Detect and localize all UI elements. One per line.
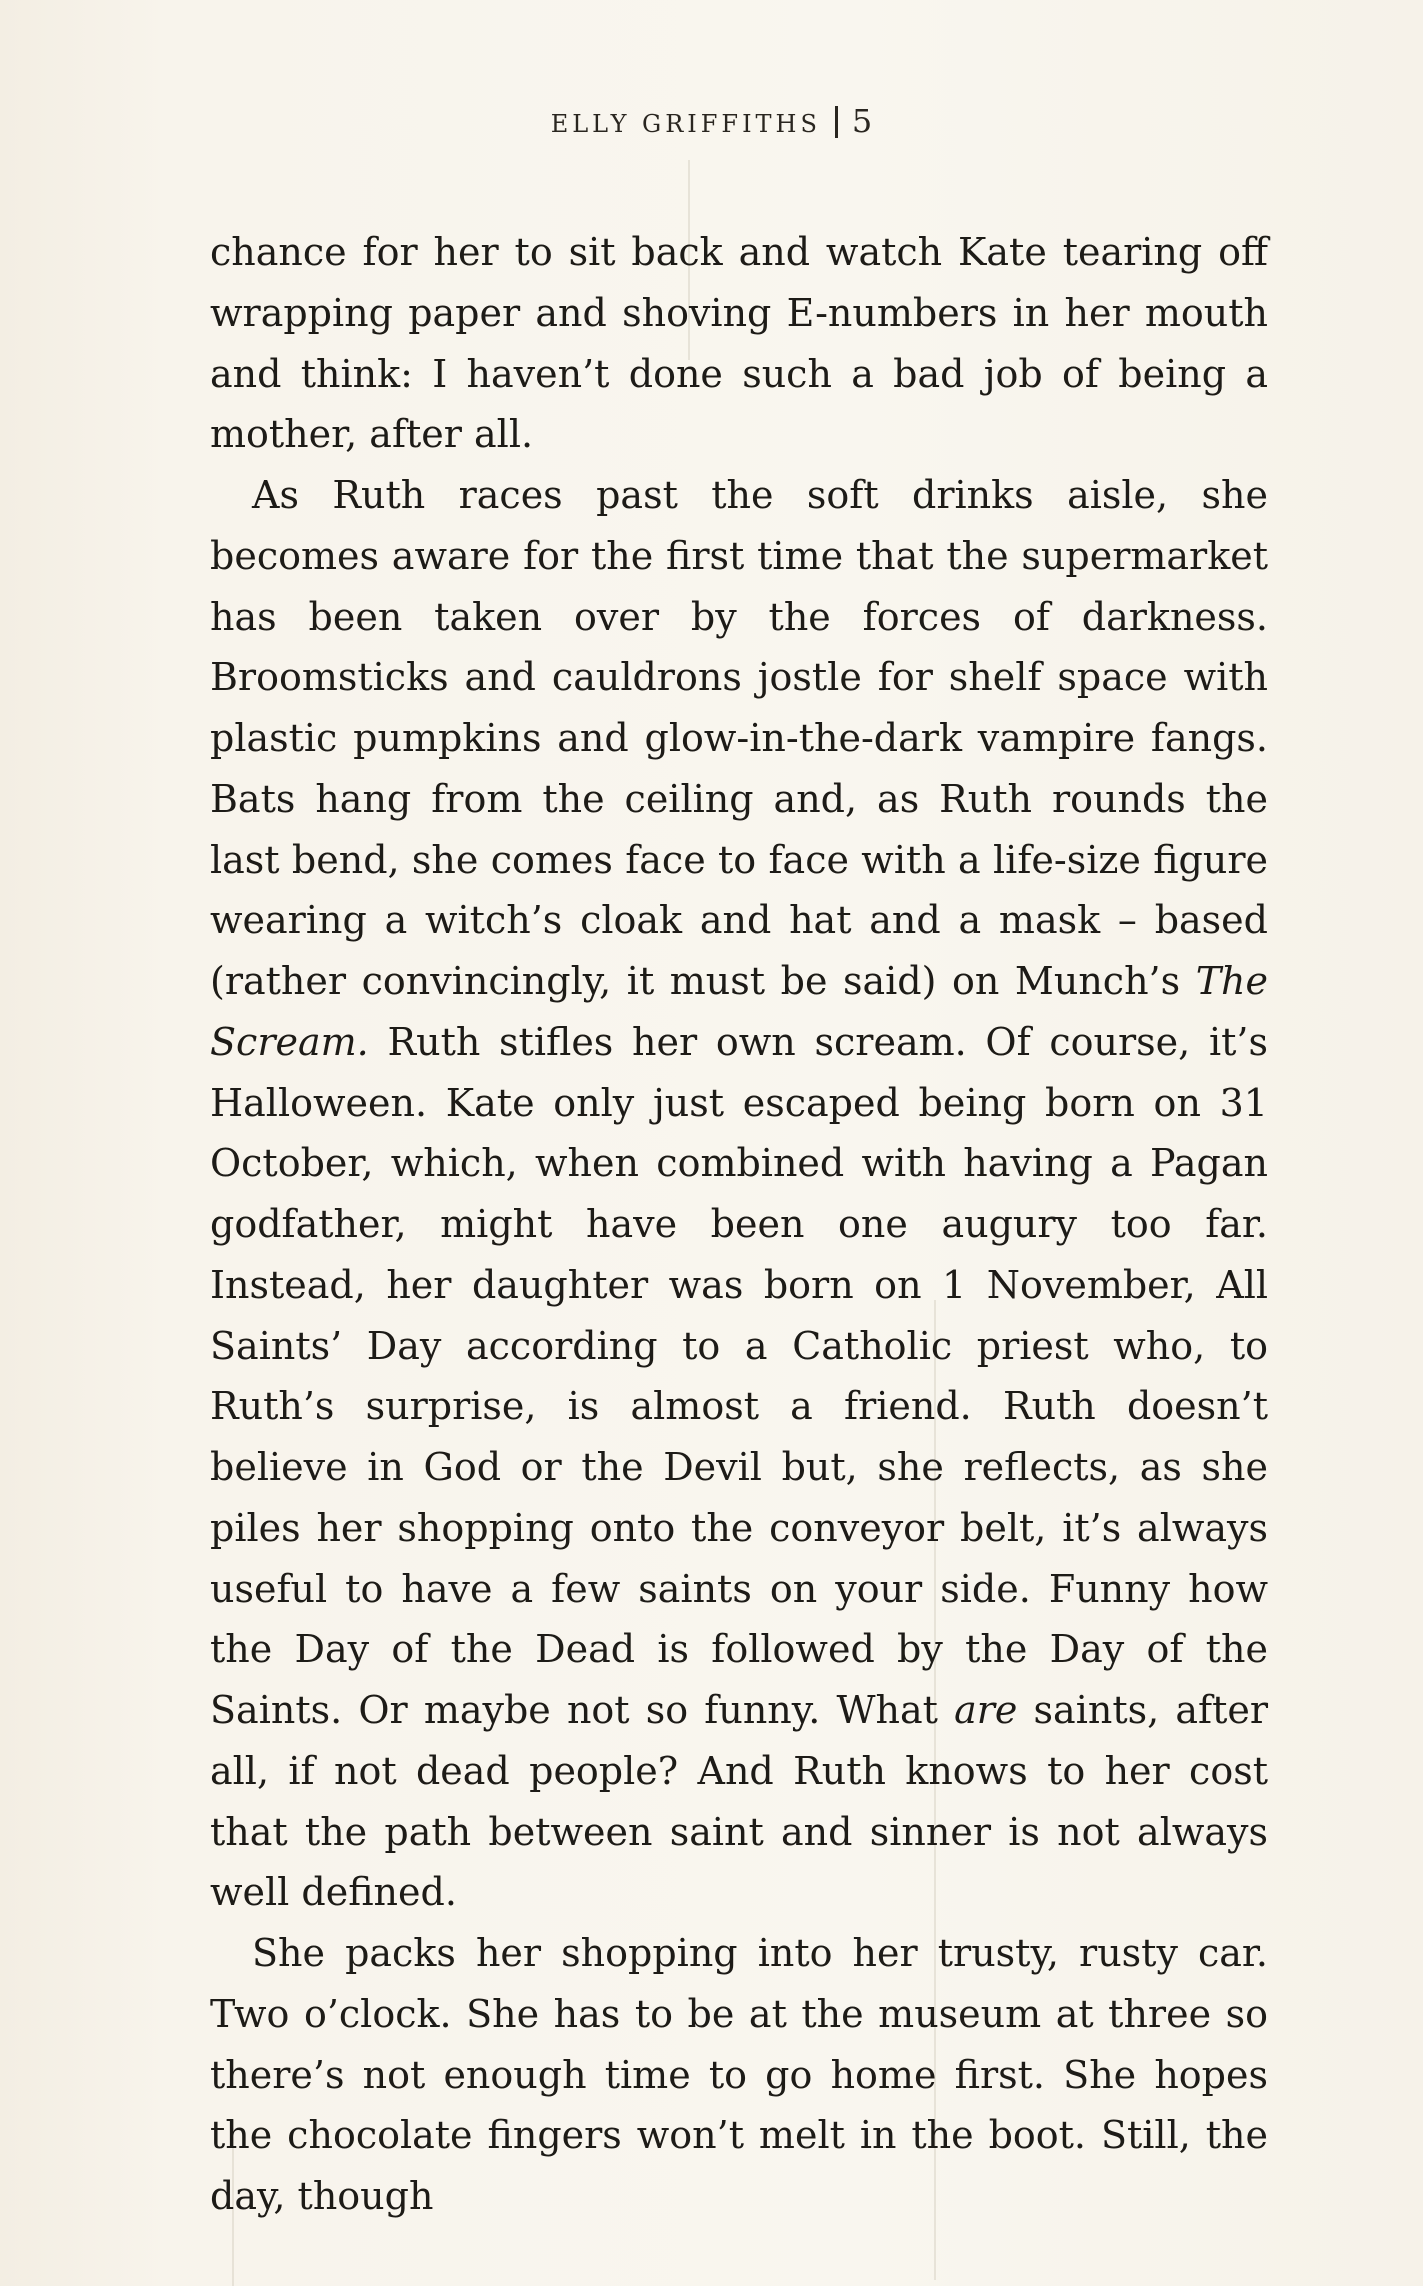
text-segment: saints, after all, if not dead people? And Ruth knows to her cost that the path between saint and sinner is not always well defined. bbox=[210, 1688, 1269, 1915]
text-segment: Ruth stifles her own scream. Of course, it’s Halloween. Kate only just escaped being born on 31 October, which, when combined with having a Pagan godfather, might have been one augury too far. Instead, her daughter was born on 1 November, All Saints’ Day according to a Catholic priest who, to Ruth’s surprise, is almost a friend. Ruth doesn’t believe in God or the Devil but, she reflects, as she piles her shopping onto the conveyor belt, it’s always useful to have a few saints on your side. Funny how the Day of the Dead is followed by the Day of the Saints. Or maybe not so funny. What bbox=[210, 1019, 1268, 1732]
header-separator bbox=[835, 106, 838, 138]
paragraph-p2 bbox=[210, 465, 1268, 1923]
text-segment: As Ruth races past the soft drinks aisle, she becomes aware for the first time that the supermarket has been taken over by the forces of darkness. Broomsticks and cauldrons jostle for shelf space with plastic pumpkins and glow-in-the-dark vampire fangs. Bats hang from the ceiling and, as Ruth rounds the last bend, she comes face to face with a life-size figure wearing a witch’s cloak and hat and a mask – based (rather convincingly, it must be said) on Munch’s bbox=[210, 473, 1268, 1003]
text-segment: She packs her shopping into her trusty, rusty car. Two o’clock. She has to be at the museum at three so there’s not enough time to go home first. She hopes the chocolate fingers won’t melt in the boot. Still, the day, though bbox=[210, 1931, 1268, 2218]
paragraph-p3 bbox=[210, 1923, 1268, 2227]
page-number: 5 bbox=[851, 102, 873, 140]
italic-text: The Scream. bbox=[210, 959, 1268, 1064]
italic-text: are bbox=[954, 1688, 1018, 1732]
paragraph-p1 bbox=[210, 222, 1268, 465]
running-header bbox=[0, 102, 1423, 140]
body-text bbox=[210, 222, 1268, 2227]
header-author: ELLY GRIFFITHS bbox=[550, 110, 821, 138]
text-segment: chance for her to sit back and watch Kate tearing off wrapping paper and shoving E-numbers in her mouth and think: I haven’t done such a bad job of being a mother, after all. bbox=[210, 230, 1268, 457]
